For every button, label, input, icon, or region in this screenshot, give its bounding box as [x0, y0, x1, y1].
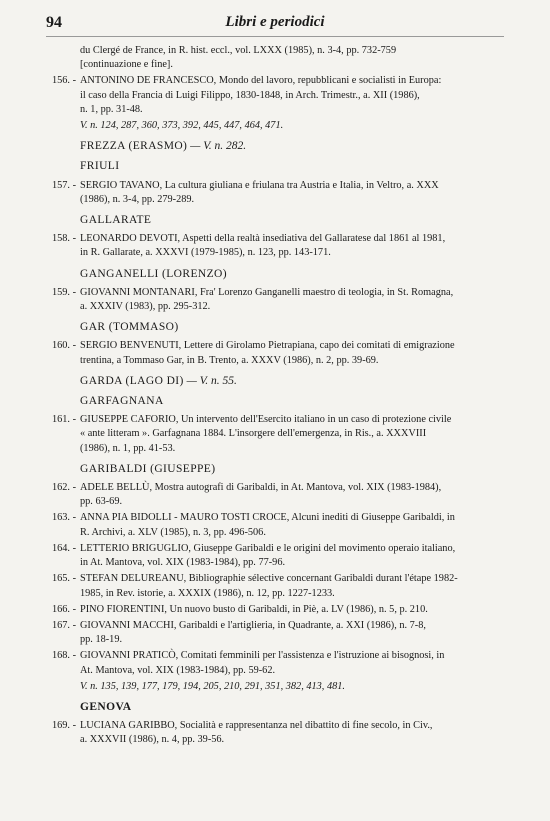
entry-text-line: GIOVANNI PRATICÒ, Comitati femminili per l'assistenza e l'istruzione ai bisognosi, in	[80, 650, 445, 662]
section-heading	[30, 139, 516, 153]
entry-number: 157. -	[51, 179, 76, 191]
entry-text-line: trentina, a Tommaso Gar, in B. Trento, a. XXXV (1986), n. 2, pp. 39-69.	[80, 354, 379, 366]
cross-reference: — V. n. 282.	[187, 140, 247, 153]
entry-text-line: LEONARDO DEVOTI, Aspetti della realtà insediativa del Gallaratese dal 1861 al 1981,	[80, 233, 446, 245]
entry-number: 164. -	[51, 542, 76, 554]
bibliography-entry	[30, 719, 516, 747]
entry-text-line: a. XXXIV (1983), pp. 295-312.	[80, 301, 211, 313]
bibliography-entry	[30, 74, 516, 133]
entry-text-line: STEFAN DELUREANU, Bibliographie sélective concernant Garibaldi durant l'étape 1982-	[80, 573, 458, 585]
entry-text-line: ANTONINO DE FRANCESCO, Mondo del lavoro, repubblicani e socialisti in Europa:	[80, 75, 442, 87]
bibliography-entry	[30, 649, 516, 694]
section-heading-text: GARFAGNANA	[80, 395, 164, 408]
section-heading-text: FRIULI	[80, 160, 120, 173]
entry-text-line: ANNA PIA BIDOLLI - MAURO TOSTI CROCE, Alcuni inediti di Giuseppe Garibaldi, in	[80, 512, 455, 524]
entry-text-line: ADELE BELLÙ, Mostra autografi di Garibaldi, in At. Mantova, vol. XIX (1983-1984),	[80, 482, 442, 494]
entry-number: 159. -	[51, 286, 76, 298]
entry-text-line: in R. Gallarate, a. XXXVI (1979-1985), n. 123, pp. 143-171.	[80, 247, 331, 259]
bibliography-entry	[30, 481, 516, 509]
entry-number: 161. -	[51, 414, 76, 426]
section-heading-text: GAR (TOMMASO)	[80, 321, 179, 334]
entry-text-line: (1986), n. 3-4, pp. 279-289.	[80, 193, 195, 205]
entry-text-line: GIOVANNI MONTANARI, Fra' Lorenzo Ganganelli maestro di teologia, in St. Romagna,	[80, 286, 454, 298]
entry-text-line: in At. Mantova, vol. XIX (1983-1984), pp. 77-96.	[80, 557, 286, 569]
entry-number: 169. -	[51, 720, 76, 732]
entry-text-line: pp. 18-19.	[80, 634, 123, 646]
bibliography-entry	[30, 413, 516, 456]
section-heading	[30, 213, 516, 227]
bibliography-entry	[30, 232, 516, 260]
bibliography-entry	[30, 339, 516, 367]
section-heading-text: GARDA (LAGO DI)	[80, 374, 184, 387]
bibliography-list	[30, 44, 516, 750]
bibliography-entry	[30, 572, 516, 600]
entry-number: 168. -	[51, 650, 76, 662]
bibliography-entry	[30, 286, 516, 314]
section-heading-text: FREZZA (ERASMO)	[80, 140, 188, 153]
entry-number: 166. -	[51, 603, 76, 615]
entry-text-line: SERGIO BENVENUTI, Lettere di Girolamo Pietrapiana, capo dei comitati di emigrazione	[80, 340, 455, 352]
entry-text-line: GIUSEPPE CAFORIO, Un intervento dell'Esercito italiano in un caso di protezione civile	[80, 414, 452, 426]
cross-reference: — V. n. 55.	[183, 374, 237, 387]
entry-text-line: LUCIANA GARIBBO, Socialità e rappresentanza nel dibattito di fine secolo, in Civ.,	[80, 720, 433, 732]
see-also-reference: V. n. 124, 287, 360, 373, 392, 445, 447, 464, 471.	[80, 120, 284, 132]
entry-number: 160. -	[51, 340, 76, 352]
see-also-reference: V. n. 135, 139, 177, 179, 194, 205, 210, 291, 351, 382, 413, 481.	[80, 680, 345, 692]
entry-text-line: du Clergé de France, in R. hist. eccl., vol. LXXX (1985), n. 3-4, pp. 732-759	[80, 45, 397, 56]
bibliography-entry	[30, 179, 516, 207]
entry-number: 165. -	[51, 573, 76, 585]
page-header	[46, 14, 504, 38]
entry-text-line: 1985, in Rev. istorie, a. XXXIX (1986), n. 12, pp. 1227-1233.	[80, 587, 335, 599]
section-heading	[30, 700, 516, 714]
section-heading	[30, 374, 516, 388]
section-heading	[30, 267, 516, 281]
bibliography-entry	[30, 542, 516, 570]
entry-text-line: a. XXXVII (1986), n. 4, pp. 39-56.	[80, 734, 225, 746]
entry-text-line: At. Mantova, vol. XIX (1983-1984), pp. 59-62.	[80, 664, 276, 676]
entry-text-line: LETTERIO BRIGUGLIO, Giuseppe Garibaldi e le origini del movimento operaio italiano,	[80, 542, 456, 554]
header-rule	[46, 36, 504, 37]
section-heading	[30, 394, 516, 408]
entry-text-line: il caso della Francia di Luigi Filippo, 1830-1848, in Arch. Trimestr., a. XII (1986),	[80, 89, 420, 101]
section-heading-text: GENOVA	[80, 700, 132, 713]
entry-text-line: PINO FIORENTINI, Un nuovo busto di Garibaldi, in Piè, a. LV (1986), n. 5, p. 210.	[80, 603, 428, 615]
bibliography-entry	[30, 603, 516, 617]
entry-number: 163. -	[51, 512, 76, 524]
bibliography-entry	[30, 619, 516, 647]
entry-text-line: (1986), n. 1, pp. 41-53.	[80, 442, 176, 454]
section-heading-text: GALLARATE	[80, 214, 152, 227]
section-heading	[30, 462, 516, 476]
section-heading	[30, 159, 516, 173]
entry-number: 162. -	[51, 482, 76, 494]
entry-number: 158. -	[51, 233, 76, 245]
entry-text-line: « ante litteram ». Garfagnana 1884. L'insorgere dell'emergenza, in Ris., a. XXXVIII	[80, 428, 427, 440]
entry-text-line: GIOVANNI MACCHI, Garibaldi e l'artiglieria, in Quadrante, a. XXI (1986), n. 7-8,	[80, 619, 426, 631]
running-title: Libri e periodici	[225, 14, 325, 30]
section-heading	[30, 320, 516, 334]
entry-text-line: R. Archivi, a. XLV (1985), n. 3, pp. 496-506.	[80, 526, 266, 538]
section-heading-text: GANGANELLI (LORENZO)	[80, 267, 227, 280]
section-heading-text: GARIBALDI (GIUSEPPE)	[80, 462, 216, 475]
entry-text-line: pp. 63-69.	[80, 496, 123, 508]
entry-text-line: [continuazione e fine].	[80, 59, 173, 71]
page-number: 94	[46, 14, 62, 31]
entry-number: 167. -	[51, 619, 76, 631]
bibliography-entry	[30, 44, 516, 72]
bibliography-entry	[30, 511, 516, 539]
entry-number: 156. -	[51, 75, 76, 87]
entry-text-line: n. 1, pp. 31-48.	[80, 103, 143, 115]
entry-text-line: SERGIO TAVANO, La cultura giuliana e friulana tra Austria e Italia, in Veltro, a. XXX	[80, 179, 439, 191]
